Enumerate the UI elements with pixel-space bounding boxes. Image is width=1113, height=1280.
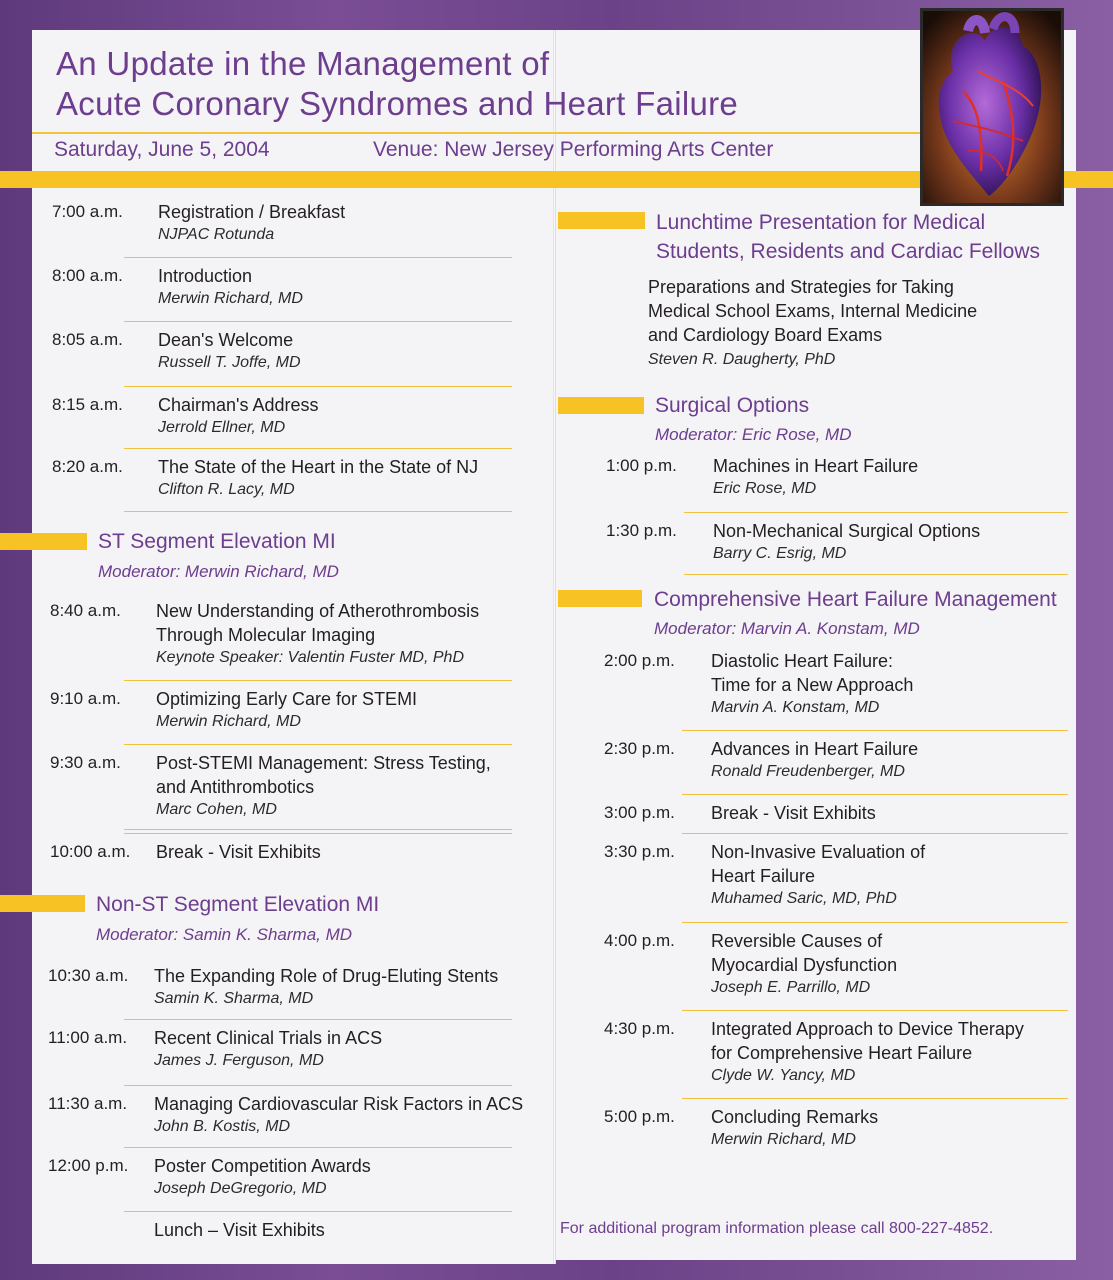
event-venue: Venue: New Jersey Performing Arts Center <box>373 138 774 161</box>
session-divider <box>124 1211 512 1212</box>
session-title: Time for a New Approach <box>711 675 914 695</box>
session-title: Diastolic Heart Failure: <box>711 651 894 671</box>
surgical-section-title: Surgical Options <box>655 394 810 417</box>
session-divider <box>124 744 512 745</box>
chf-section-title: Comprehensive Heart Failure Management <box>654 588 1057 611</box>
stemi-section-title: ST Segment Elevation MI <box>98 530 336 553</box>
session-speaker: Samin K. Sharma, MD <box>154 990 314 1007</box>
session-time: 3:30 p.m. <box>604 842 675 861</box>
session-title: Concluding Remarks <box>711 1107 879 1127</box>
session-time: 8:05 a.m. <box>52 330 123 349</box>
session-title: Post-STEMI Management: Stress Testing, <box>156 753 491 773</box>
session-title: Registration / Breakfast <box>158 202 346 222</box>
session-speaker: Merwin Richard, MD <box>158 290 303 307</box>
program-title <box>56 44 738 124</box>
session-divider <box>682 1010 1068 1011</box>
session-speaker: Keynote Speaker: Valentin Fuster MD, PhD <box>156 649 464 666</box>
session-title: Managing Cardiovascular Risk Factors in ACS <box>154 1094 524 1114</box>
session-title: The State of the Heart in the State of NJ <box>158 457 479 477</box>
session-divider <box>682 794 1068 795</box>
surgical-section-marker <box>558 397 644 414</box>
session-speaker: Ronald Freudenberger, MD <box>711 763 905 780</box>
session-divider <box>124 680 512 681</box>
session-time: 1:30 p.m. <box>606 521 677 540</box>
session-divider <box>124 1147 512 1148</box>
page-fold <box>553 30 556 1264</box>
session-time: 2:00 p.m. <box>604 651 675 670</box>
nstemi-section-title: Non-ST Segment Elevation MI <box>96 893 380 916</box>
session-title: Chairman's Address <box>158 395 319 415</box>
session-time: 11:00 a.m. <box>48 1028 128 1047</box>
session-divider <box>124 448 512 449</box>
session-time: 7:00 a.m. <box>52 202 123 221</box>
session-divider <box>124 386 512 387</box>
lunch-section-marker <box>558 212 645 229</box>
session-speaker: Barry C. Esrig, MD <box>713 545 847 562</box>
session-title: Non-Invasive Evaluation of <box>711 842 926 862</box>
session-speaker: Clifton R. Lacy, MD <box>158 481 295 498</box>
session-speaker: Merwin Richard, MD <box>711 1131 856 1148</box>
session-title: Heart Failure <box>711 866 816 886</box>
session-speaker: Marvin A. Konstam, MD <box>711 699 880 716</box>
session-speaker: John B. Kostis, MD <box>154 1118 291 1135</box>
lunch-body-1: Preparations and Strategies for Taking <box>648 277 954 297</box>
session-title: Reversible Causes of <box>711 931 883 951</box>
session-speaker: Marc Cohen, MD <box>156 801 277 818</box>
session-speaker: Jerrold Ellner, MD <box>158 419 286 436</box>
session-speaker: NJPAC Rotunda <box>158 226 275 243</box>
session-time: 9:30 a.m. <box>50 753 121 772</box>
session-title: Lunch – Visit Exhibits <box>154 1220 325 1240</box>
session-time: 3:00 p.m. <box>604 803 675 822</box>
session-title: for Comprehensive Heart Failure <box>711 1043 973 1063</box>
lunch-section-title-2: Students, Residents and Cardiac Fellows <box>656 240 1041 263</box>
session-speaker: James J. Ferguson, MD <box>154 1052 324 1069</box>
session-divider <box>124 511 512 512</box>
session-time: 10:00 a.m. <box>50 842 131 861</box>
session-speaker: Joseph DeGregorio, MD <box>154 1180 327 1197</box>
session-divider <box>682 833 1068 834</box>
session-title: Introduction <box>158 266 253 286</box>
session-divider <box>124 1019 512 1020</box>
nstemi-section-marker <box>0 895 85 912</box>
stemi-section-marker <box>0 533 87 550</box>
session-title: Machines in Heart Failure <box>713 456 919 476</box>
heart-illustration <box>920 8 1064 206</box>
session-title: Non-Mechanical Surgical Options <box>713 521 981 541</box>
session-divider <box>682 922 1068 923</box>
session-title: Integrated Approach to Device Therapy <box>711 1019 1024 1039</box>
session-time: 8:40 a.m. <box>50 601 121 620</box>
nstemi-moderator: Moderator: Samin K. Sharma, MD <box>96 925 353 944</box>
session-speaker: Merwin Richard, MD <box>156 713 301 730</box>
session-title: Recent Clinical Trials in ACS <box>154 1028 383 1048</box>
session-time: 8:15 a.m. <box>52 395 123 414</box>
session-speaker: Eric Rose, MD <box>713 480 817 497</box>
session-divider <box>682 1098 1068 1099</box>
session-divider <box>684 512 1068 513</box>
title-line-2: Acute Coronary Syndromes and Heart Failure <box>56 85 739 122</box>
session-speaker: Muhamed Saric, MD, PhD <box>711 890 897 907</box>
session-time: 4:30 p.m. <box>604 1019 675 1038</box>
lunch-section-title-1: Lunchtime Presentation for Medical <box>656 211 986 234</box>
session-time: 8:00 a.m. <box>52 266 123 285</box>
session-title: Optimizing Early Care for STEMI <box>156 689 418 709</box>
stemi-moderator: Moderator: Merwin Richard, MD <box>98 562 339 581</box>
session-title: Myocardial Dysfunction <box>711 955 898 975</box>
session-divider <box>124 1085 512 1086</box>
chf-section-marker <box>558 590 642 607</box>
session-time: 5:00 p.m. <box>604 1107 675 1126</box>
session-divider <box>682 730 1068 731</box>
session-title: Break - Visit Exhibits <box>711 803 876 823</box>
session-time: 8:20 a.m. <box>52 457 123 476</box>
session-divider <box>124 833 512 834</box>
title-line-1: An Update in the Management of <box>56 45 550 82</box>
session-divider <box>684 574 1068 575</box>
chf-moderator: Moderator: Marvin A. Konstam, MD <box>654 619 920 638</box>
session-divider <box>124 257 512 258</box>
session-speaker: Clyde W. Yancy, MD <box>711 1067 856 1084</box>
event-date: Saturday, June 5, 2004 <box>54 138 270 161</box>
session-title: New Understanding of Atherothrombosis <box>156 601 480 621</box>
session-title: Through Molecular Imaging <box>156 625 376 645</box>
session-time: 4:00 p.m. <box>604 931 675 950</box>
session-time: 11:30 a.m. <box>48 1094 128 1113</box>
session-time: 2:30 p.m. <box>604 739 675 758</box>
session-divider <box>124 829 512 830</box>
session-speaker: Russell T. Joffe, MD <box>158 354 301 371</box>
lunch-speaker: Steven R. Daugherty, PhD <box>648 351 836 368</box>
title-rule <box>32 132 920 134</box>
session-title: The Expanding Role of Drug-Eluting Stents <box>154 966 499 986</box>
surgical-moderator: Moderator: Eric Rose, MD <box>655 425 852 444</box>
session-speaker: Joseph E. Parrillo, MD <box>711 979 871 996</box>
session-title: Poster Competition Awards <box>154 1156 371 1176</box>
session-divider <box>124 321 512 322</box>
footer-contact: For additional program information please call 800-227-4852. <box>560 1220 994 1237</box>
session-title: and Antithrombotics <box>156 777 315 797</box>
session-time: 10:30 a.m. <box>48 966 129 985</box>
session-time: 9:10 a.m. <box>50 689 121 708</box>
session-title: Dean's Welcome <box>158 330 294 350</box>
session-title: Break - Visit Exhibits <box>156 842 321 862</box>
session-time: 12:00 p.m. <box>48 1156 129 1175</box>
session-time: 1:00 p.m. <box>606 456 677 475</box>
session-title: Advances in Heart Failure <box>711 739 919 759</box>
lunch-body-3: and Cardiology Board Exams <box>648 325 883 345</box>
lunch-body-2: Medical School Exams, Internal Medicine <box>648 301 978 321</box>
